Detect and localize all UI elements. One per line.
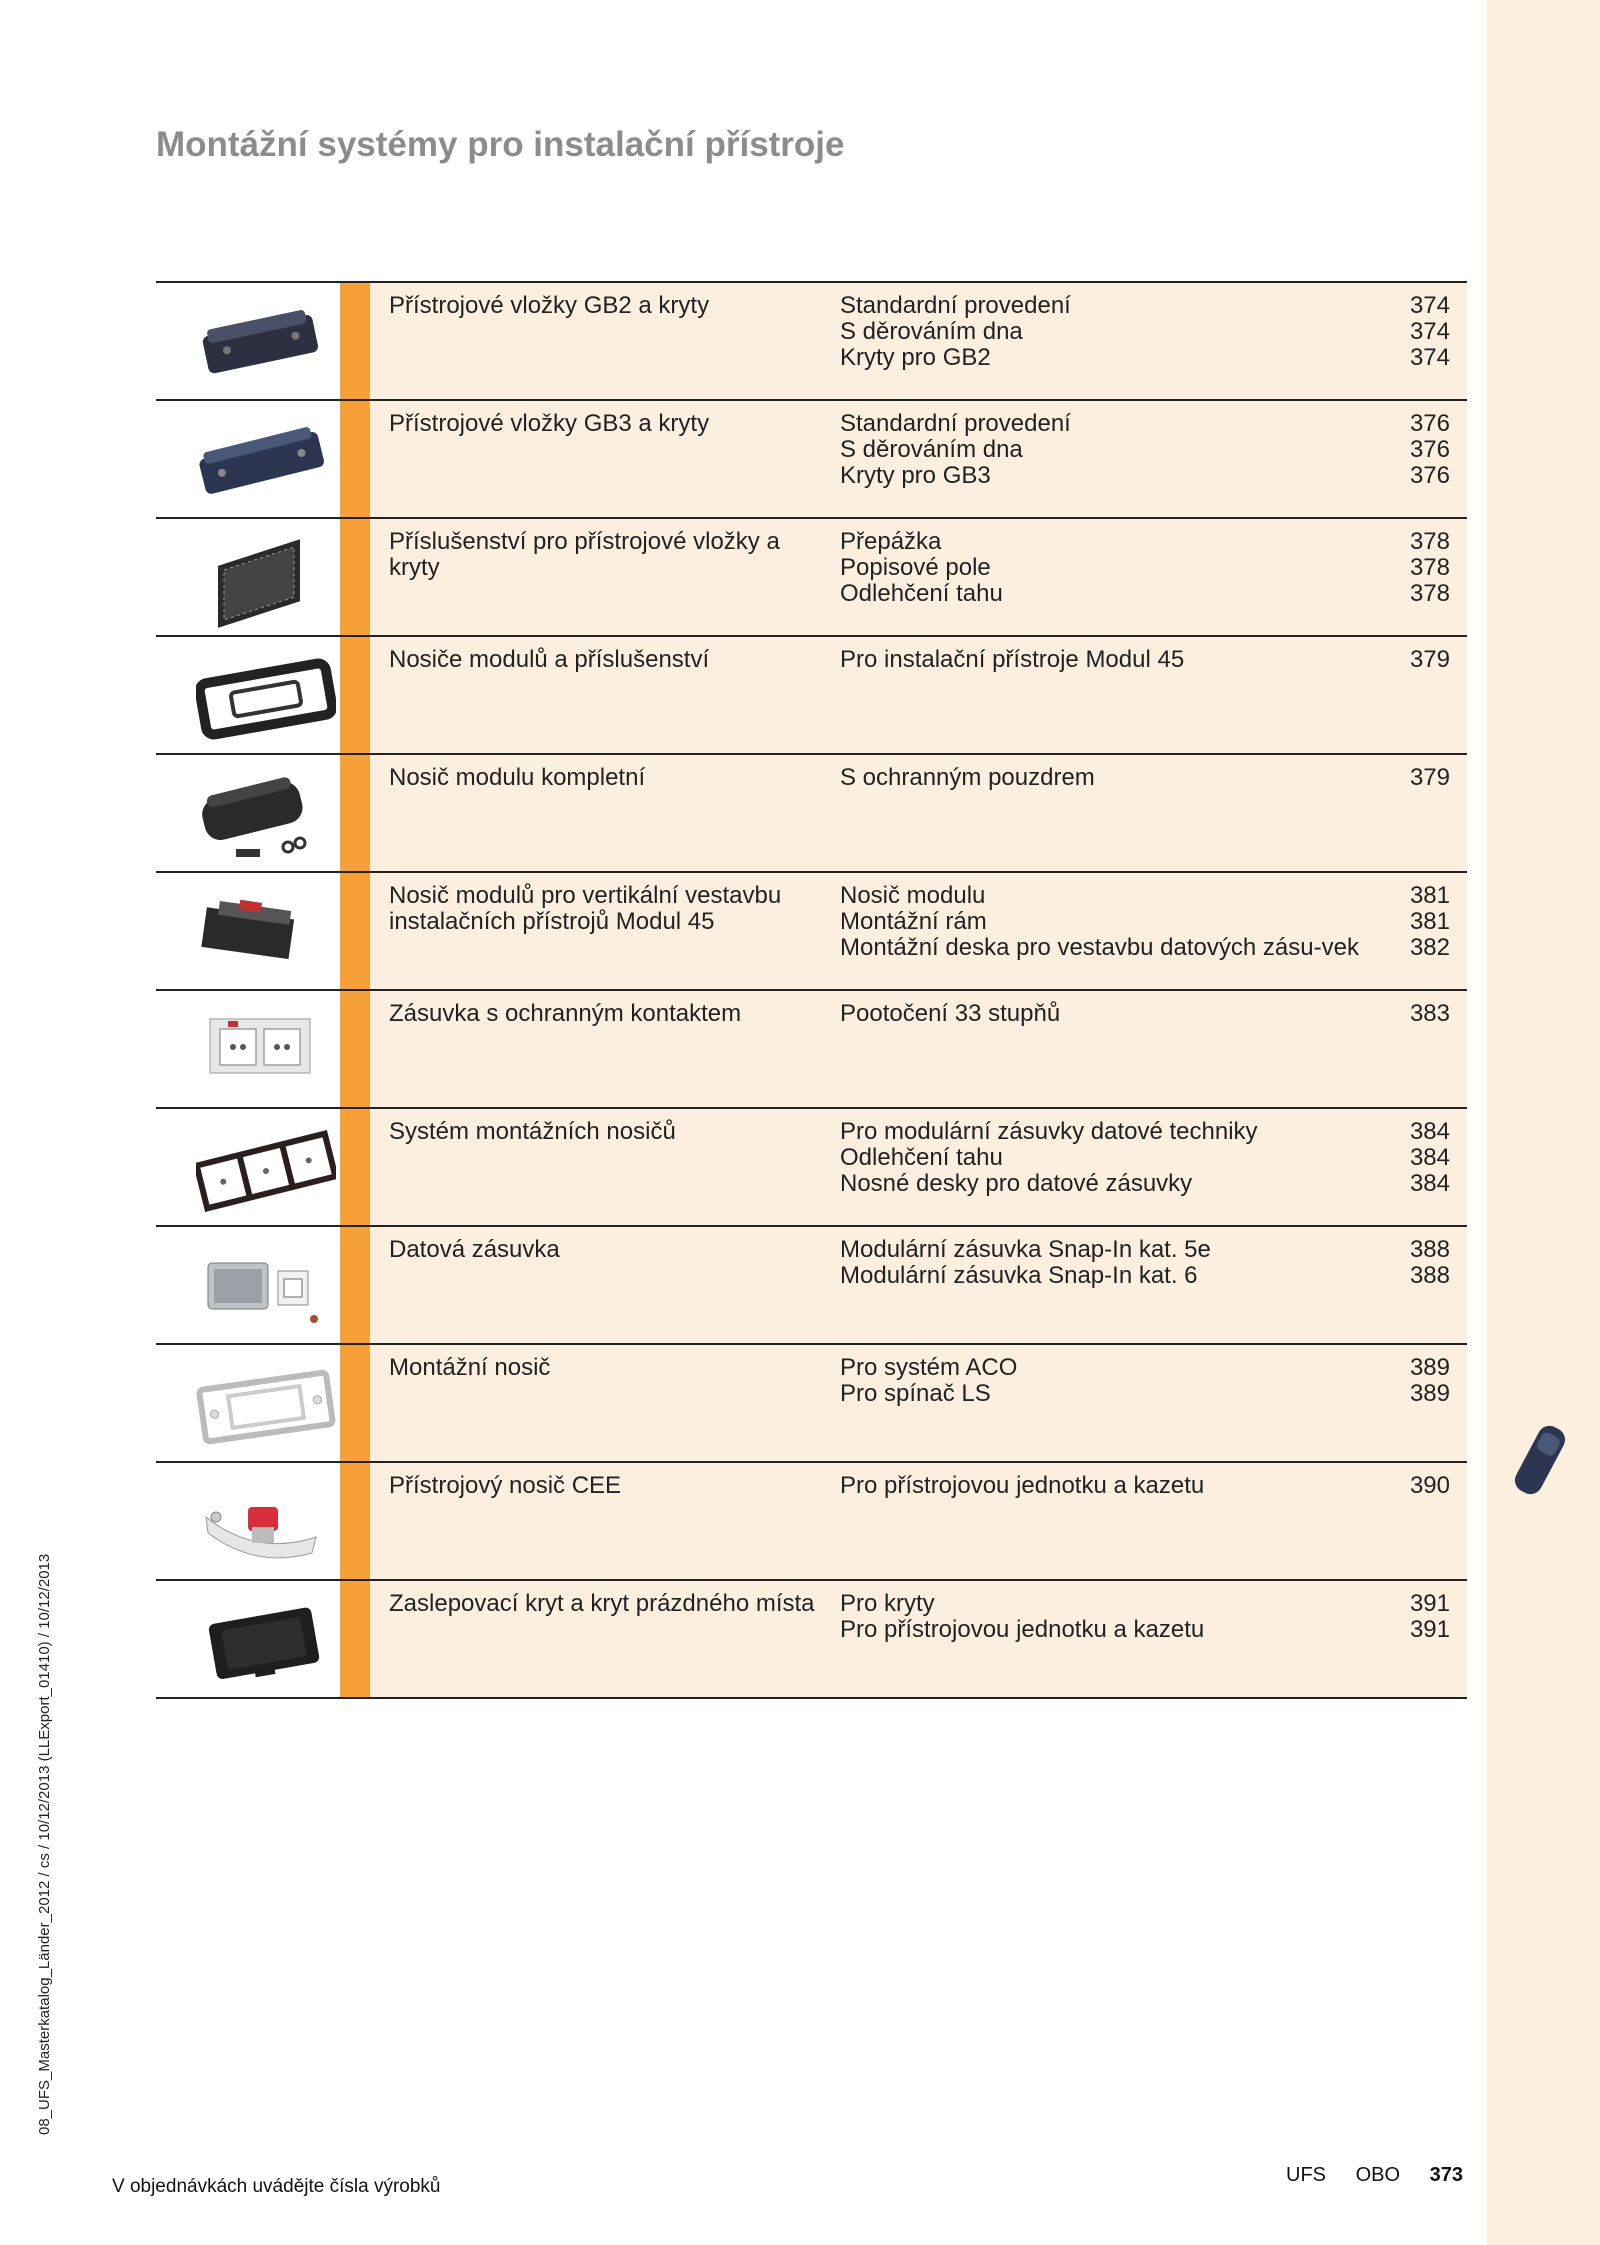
sub-list: [840, 647, 1450, 673]
sub-label: Montážní rám: [840, 908, 987, 935]
sub-label: Odlehčení tahu: [840, 1144, 1003, 1171]
sub-page: 388: [1409, 1262, 1450, 1289]
sub-page: 384: [1409, 1144, 1450, 1171]
sub-page: 382: [1409, 934, 1450, 961]
sub-page: 381: [1409, 908, 1450, 935]
sub-item[interactable]: [840, 411, 1450, 437]
row-title[interactable]: Přístrojový nosič CEE: [389, 1472, 622, 1499]
table-row[interactable]: [156, 873, 1467, 991]
sub-page: 379: [1409, 646, 1450, 673]
sub-page: 379: [1409, 764, 1450, 791]
row-title[interactable]: Systém montážních nosičů: [389, 1118, 676, 1145]
table-row[interactable]: [156, 1227, 1467, 1345]
sub-label: S děrováním dna: [840, 318, 1023, 345]
sub-label: Popisové pole: [840, 554, 991, 581]
sub-label: Pro přístrojovou jednotku a kazetu: [840, 1472, 1205, 1499]
vertical-carrier-icon: [156, 873, 340, 989]
sub-item[interactable]: [840, 1171, 1450, 1197]
sub-item[interactable]: [840, 463, 1450, 489]
accessory-plate-icon: [156, 519, 340, 635]
sub-page: 384: [1409, 1170, 1450, 1197]
sub-page: 374: [1409, 344, 1450, 371]
sub-item[interactable]: [840, 1591, 1450, 1617]
sub-label: Pro kryty: [840, 1590, 935, 1617]
row-title[interactable]: Zásuvka s ochranným kontaktem: [389, 1000, 742, 1027]
sub-item[interactable]: [840, 319, 1450, 345]
sub-list: [840, 1591, 1450, 1643]
accent-bar: [340, 873, 370, 989]
table-row[interactable]: [156, 401, 1467, 519]
sub-label: Odlehčení tahu: [840, 580, 1003, 607]
sub-label: Modulární zásuvka Snap-In kat. 5e: [840, 1236, 1211, 1263]
table-row[interactable]: [156, 1581, 1467, 1699]
module-carrier-icon: [156, 637, 340, 753]
sub-item[interactable]: [840, 765, 1450, 791]
sub-label: Montážní deska pro vestavbu datových zásu-vek: [840, 934, 1359, 961]
accent-bar: [340, 755, 370, 871]
blank-cover-icon: [156, 1581, 340, 1697]
sub-page: 390: [1409, 1472, 1450, 1499]
sub-item[interactable]: [840, 1119, 1450, 1145]
sub-page: 376: [1409, 436, 1450, 463]
sub-page: 391: [1409, 1616, 1450, 1643]
accent-bar: [340, 1109, 370, 1225]
insert-gb3-icon: [156, 401, 340, 517]
row-title[interactable]: Datová zásuvka: [389, 1236, 560, 1263]
accent-bar: [340, 283, 370, 399]
sub-item[interactable]: [840, 293, 1450, 319]
sub-list: [840, 883, 1450, 961]
sub-page: 378: [1409, 580, 1450, 607]
sub-page: 378: [1409, 554, 1450, 581]
table-row[interactable]: [156, 637, 1467, 755]
sub-label: Pootočení 33 stupňů: [840, 1000, 1061, 1027]
row-title[interactable]: Montážní nosič: [389, 1354, 551, 1381]
sub-page: 376: [1409, 410, 1450, 437]
row-title[interactable]: Nosič modulu kompletní: [389, 764, 646, 791]
vertical-meta-text: 08_UFS_Masterkatalog_Länder_2012 / cs / 10/12/2013 (LLExport_01410) / 10/12/2013: [36, 1553, 53, 2135]
sub-list: [840, 765, 1450, 791]
accent-bar: [340, 401, 370, 517]
sub-page: 374: [1409, 292, 1450, 319]
sub-item[interactable]: [840, 935, 1450, 961]
sub-item[interactable]: [840, 883, 1450, 909]
sub-page: 391: [1409, 1590, 1450, 1617]
row-title[interactable]: Nosiče modulů a příslušenství: [389, 646, 710, 673]
sub-item[interactable]: [840, 1237, 1450, 1263]
sub-list: [840, 1237, 1450, 1289]
sub-list: [840, 411, 1450, 489]
sub-page: 388: [1409, 1236, 1450, 1263]
accent-bar: [340, 1581, 370, 1697]
sub-page: 374: [1409, 318, 1450, 345]
carrier-system-icon: [156, 1109, 340, 1225]
sub-label: Kryty pro GB2: [840, 344, 991, 371]
row-title[interactable]: Nosič modulů pro vertikální vestavbu instalačních přístrojů Modul 45: [389, 882, 782, 935]
section-product-icon: [1512, 1418, 1568, 1507]
accent-bar: [340, 1463, 370, 1579]
sub-item[interactable]: [840, 1001, 1450, 1027]
sub-item[interactable]: [840, 345, 1450, 371]
row-title[interactable]: Zaslepovací kryt a kryt prázdného místa: [389, 1590, 815, 1617]
cee-carrier-icon: [156, 1463, 340, 1579]
insert-gb2-icon: [156, 283, 340, 399]
module-carrier-complete-icon: [156, 755, 340, 871]
sub-label: Pro modulární zásuvky datové techniky: [840, 1118, 1258, 1145]
sub-page: 376: [1409, 462, 1450, 489]
sub-label: Nosič modulu: [840, 882, 986, 909]
sub-page: 378: [1409, 528, 1450, 555]
sub-label: S ochranným pouzdrem: [840, 764, 1095, 791]
sub-label: S děrováním dna: [840, 436, 1023, 463]
accent-bar: [340, 1227, 370, 1343]
footer-right: [1286, 2164, 1463, 2187]
sub-item[interactable]: [840, 581, 1450, 607]
sub-label: Přepážka: [840, 528, 942, 555]
sub-item[interactable]: [840, 1381, 1450, 1407]
sub-item[interactable]: [840, 437, 1450, 463]
accent-bar: [340, 637, 370, 753]
sub-label: Pro systém ACO: [840, 1354, 1018, 1381]
sub-item[interactable]: [840, 1145, 1450, 1171]
page-number: 373: [1429, 2164, 1463, 2186]
sub-list: [840, 293, 1450, 371]
accent-bar: [340, 991, 370, 1107]
sub-item[interactable]: [840, 1263, 1450, 1289]
sub-page: 389: [1409, 1354, 1450, 1381]
footer-note: V objednávkách uvádějte čísla výrobků: [112, 2176, 441, 2197]
table-row[interactable]: [156, 991, 1467, 1109]
sub-label: Modulární zásuvka Snap-In kat. 6: [840, 1262, 1198, 1289]
table-row[interactable]: [156, 1463, 1467, 1581]
sub-label: Standardní provedení: [840, 410, 1071, 437]
sub-item[interactable]: [840, 1473, 1450, 1499]
sub-label: Nosné desky pro datové zásuvky: [840, 1170, 1193, 1197]
footer-brand: OBO: [1355, 2164, 1401, 2186]
footer-section: UFS: [1286, 2164, 1326, 2186]
sub-item[interactable]: [840, 529, 1450, 555]
sub-label: Pro přístrojovou jednotku a kazetu: [840, 1616, 1205, 1643]
sub-item[interactable]: [840, 1617, 1450, 1643]
table-row[interactable]: [156, 283, 1467, 401]
sub-label: Kryty pro GB3: [840, 462, 991, 489]
row-title[interactable]: Přístrojové vložky GB3 a kryty: [389, 410, 710, 437]
socket-icon: [156, 991, 340, 1107]
sub-page: 381: [1409, 882, 1450, 909]
sub-list: [840, 529, 1450, 607]
sub-list: [840, 1119, 1450, 1197]
accent-bar: [340, 1345, 370, 1461]
table-row[interactable]: [156, 1345, 1467, 1463]
sub-page: 383: [1409, 1000, 1450, 1027]
sub-list: [840, 1355, 1450, 1407]
sub-item[interactable]: [840, 555, 1450, 581]
row-title[interactable]: Přístrojové vložky GB2 a kryty: [389, 292, 710, 319]
accent-bar: [340, 519, 370, 635]
table-row[interactable]: [156, 1109, 1467, 1227]
catalog-table: [156, 281, 1467, 1699]
sub-label: Pro spínač LS: [840, 1380, 991, 1407]
table-row[interactable]: [156, 755, 1467, 873]
table-row[interactable]: [156, 519, 1467, 637]
row-title[interactable]: Příslušenství pro přístrojové vložky a kryty: [389, 528, 780, 581]
sub-label: Pro instalační přístroje Modul 45: [840, 646, 1185, 673]
sub-page: 389: [1409, 1380, 1450, 1407]
sub-item[interactable]: [840, 647, 1450, 673]
sub-label: Standardní provedení: [840, 292, 1071, 319]
sub-item[interactable]: [840, 909, 1450, 935]
side-band: [1487, 0, 1600, 2245]
mounting-carrier-icon: [156, 1345, 340, 1461]
page-title: Montážní systémy pro instalační přístroje: [156, 125, 845, 164]
data-socket-icon: [156, 1227, 340, 1343]
sub-list: [840, 1473, 1450, 1499]
sub-page: 384: [1409, 1118, 1450, 1145]
sub-list: [840, 1001, 1450, 1027]
sub-item[interactable]: [840, 1355, 1450, 1381]
